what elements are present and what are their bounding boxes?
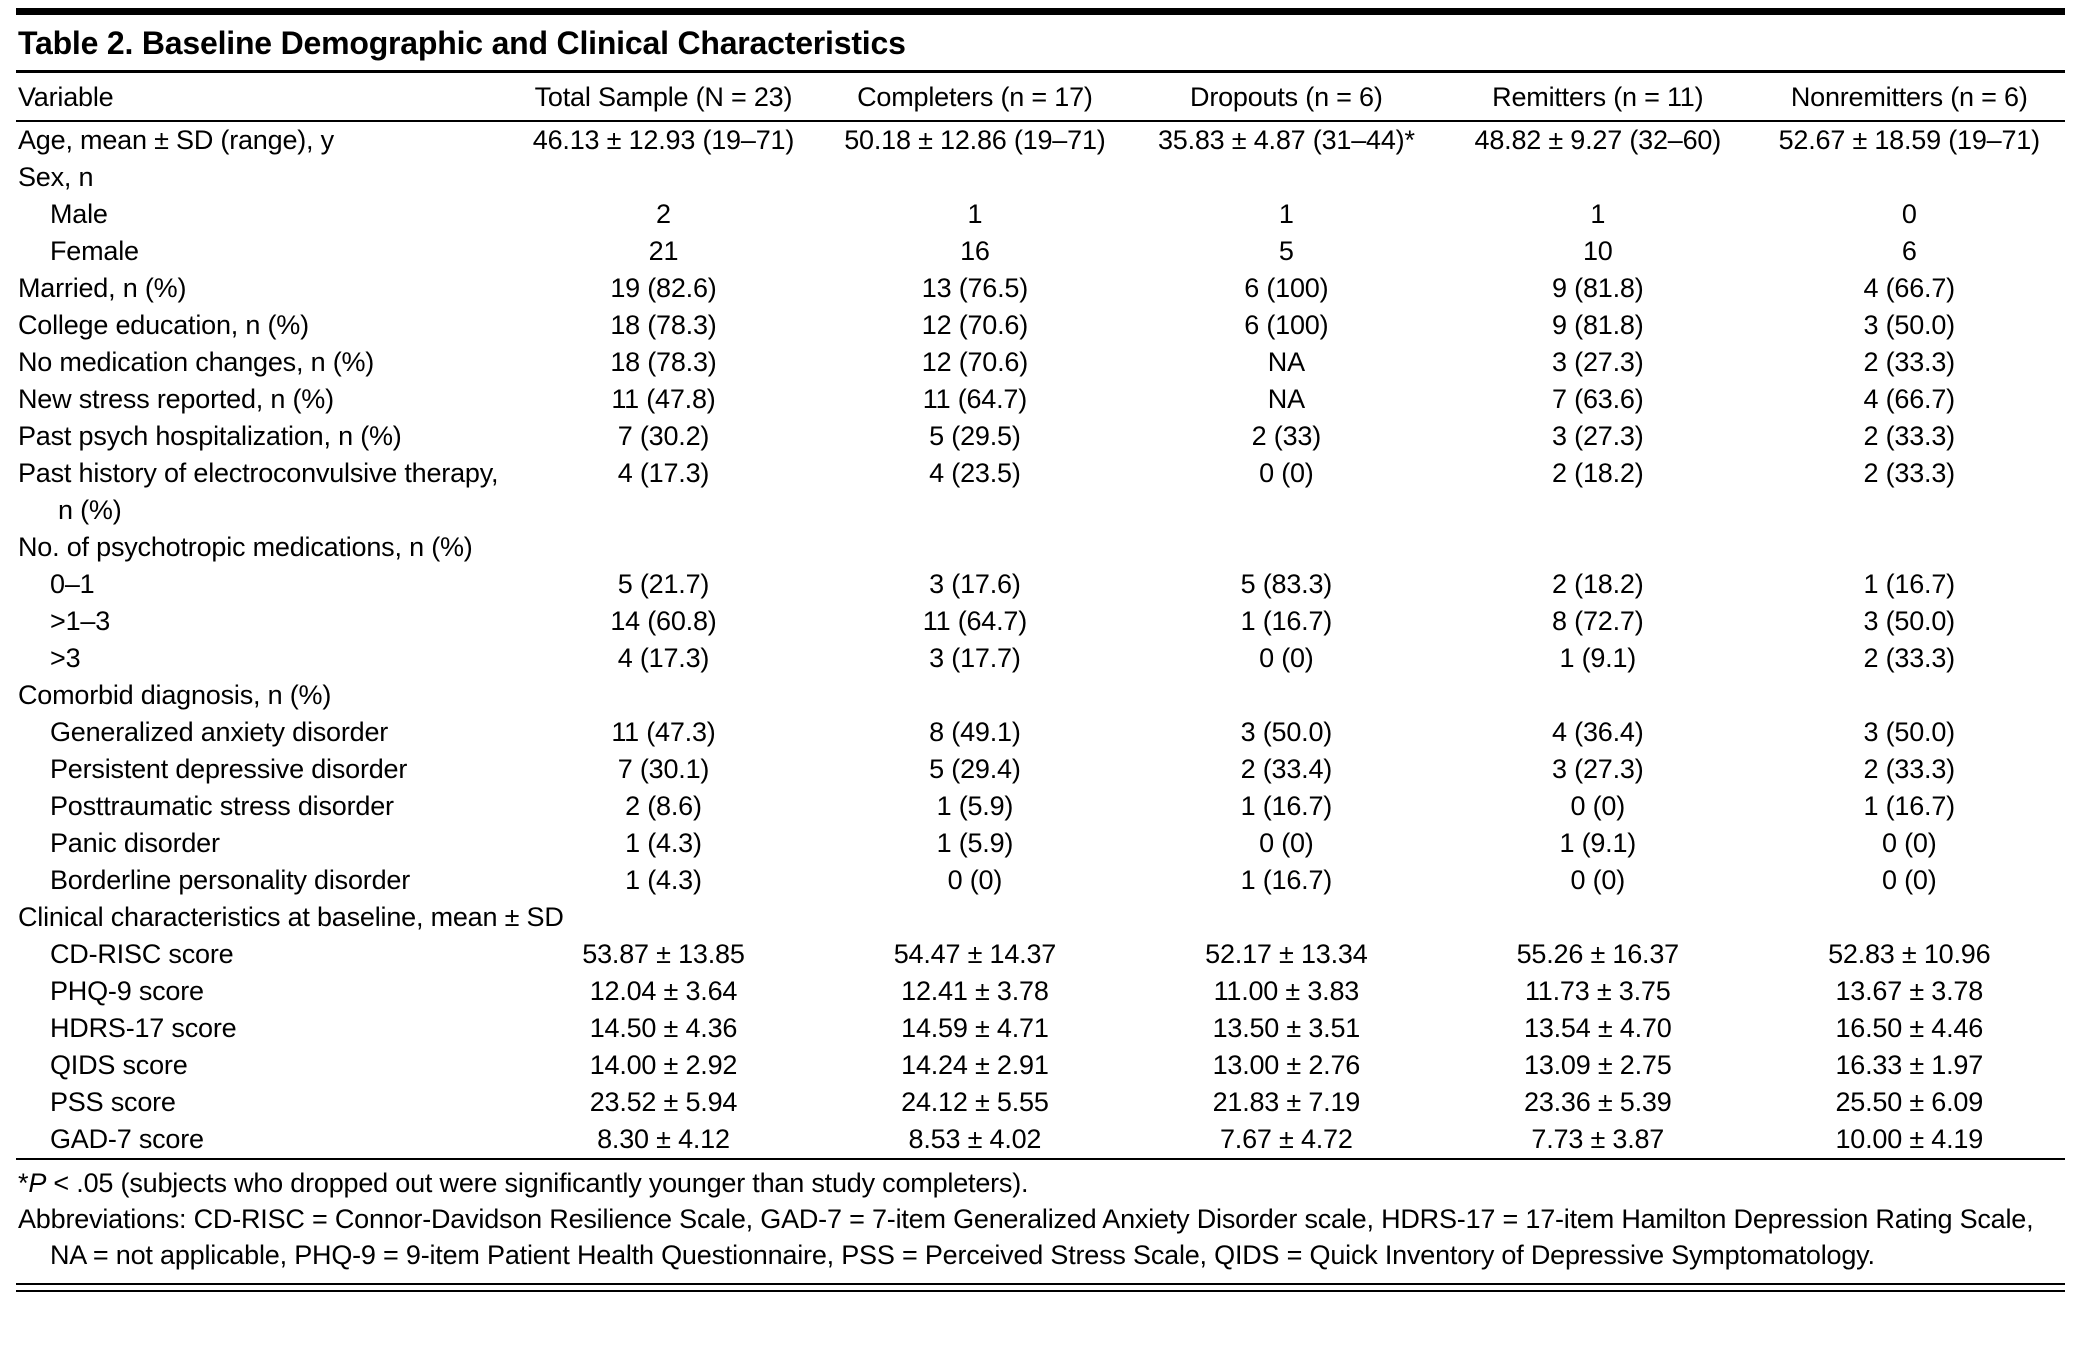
row-label: No medication changes, n (%) <box>18 347 375 377</box>
row-label: Persistent depressive disorder <box>50 754 408 784</box>
bottom-double-rule <box>16 1283 2065 1292</box>
cell-value: 1 (9.1) <box>1559 828 1637 858</box>
cell-value: 53.87 ± 13.85 <box>582 939 745 969</box>
table-row <box>16 270 2065 307</box>
table-row <box>16 344 2065 381</box>
cell-value: 35.83 ± 4.87 (31–44)* <box>1157 125 1415 155</box>
cell-value: 52.17 ± 13.34 <box>1205 939 1368 969</box>
cell-value: 25.50 ± 6.09 <box>1835 1087 1984 1117</box>
cell-value: 0 (0) <box>1570 791 1626 821</box>
cell-value: 2 (18.2) <box>1552 458 1644 488</box>
cell-value: 7 (63.6) <box>1552 384 1644 414</box>
row-label: Panic disorder <box>50 828 220 858</box>
cell-value: 13 (76.5) <box>921 273 1029 303</box>
table-row <box>16 714 2065 751</box>
cell-value: 3 (27.3) <box>1552 347 1644 377</box>
cell-value: 19 (82.6) <box>610 273 717 303</box>
cell-value: 3 (50.0) <box>1863 606 1955 636</box>
cell-value: 8.53 ± 4.02 <box>908 1124 1042 1154</box>
cell-value: 0 (0) <box>1259 458 1314 488</box>
cell-value: 23.36 ± 5.39 <box>1524 1087 1672 1117</box>
cell-value: 5 <box>1278 236 1294 266</box>
table-row <box>16 862 2065 899</box>
cell-value: 10 <box>1582 236 1613 266</box>
section-row <box>16 677 2065 714</box>
cell-value: 0 (0) <box>1881 828 1937 858</box>
cell-value: 2 (33.4) <box>1240 754 1333 784</box>
row-label: Past history of electroconvulsive therapy, n (%) <box>18 458 499 525</box>
cell-value: 23.52 ± 5.94 <box>589 1087 738 1117</box>
cell-value: NA <box>1267 384 1305 414</box>
cell-value: 13.00 ± 2.76 <box>1212 1050 1361 1080</box>
cell-value: 11 (47.8) <box>611 384 716 414</box>
table-row <box>16 196 2065 233</box>
cell-value: 24.12 ± 5.55 <box>901 1087 1049 1117</box>
row-label: PSS score <box>50 1087 176 1117</box>
section-row <box>16 159 2065 196</box>
column-header-nonremitters: Nonremitters (n = 6) <box>1754 73 2066 121</box>
cell-value: 8 (49.1) <box>929 717 1021 747</box>
row-label: No. of psychotropic medications, n (%) <box>18 532 473 562</box>
row-label: Age, mean ± SD (range), y <box>18 125 334 155</box>
table-row <box>16 1121 2065 1159</box>
section-row <box>16 899 2065 936</box>
cell-value: 46.13 ± 12.93 (19–71) <box>532 125 795 155</box>
cell-value: 5 (29.5) <box>929 421 1021 451</box>
cell-value: 10.00 ± 4.19 <box>1835 1124 1984 1154</box>
cell-value: 11 (64.7) <box>922 606 1028 636</box>
cell-value: 3 (17.7) <box>929 643 1021 673</box>
cell-value: 1 (16.7) <box>1240 791 1333 821</box>
cell-value: 1 (5.9) <box>936 828 1014 858</box>
row-label: Comorbid diagnosis, n (%) <box>18 680 332 710</box>
cell-value: 55.26 ± 16.37 <box>1516 939 1679 969</box>
cell-value: 4 (66.7) <box>1863 273 1955 303</box>
cell-value: 0 <box>1901 199 1917 229</box>
cell-value: 0 (0) <box>1570 865 1626 895</box>
cell-value: 1 (16.7) <box>1863 791 1955 821</box>
cell-value: 1 <box>1278 199 1294 229</box>
cell-value: 7.73 ± 3.87 <box>1531 1124 1665 1154</box>
cell-value: 1 (5.9) <box>936 791 1014 821</box>
cell-value: 0 (0) <box>1259 828 1314 858</box>
table-title: Table 2. Baseline Demographic and Clinical Characteristics <box>18 25 906 61</box>
row-label: New stress reported, n (%) <box>18 384 334 414</box>
cell-value: 2 (8.6) <box>625 791 702 821</box>
row-label: >1–3 <box>50 606 111 636</box>
cell-value: 13.54 ± 4.70 <box>1524 1013 1672 1043</box>
cell-value: 8.30 ± 4.12 <box>597 1124 730 1154</box>
cell-value: 5 (21.7) <box>617 569 710 599</box>
cell-value: 14 (60.8) <box>610 606 717 636</box>
table-row <box>16 566 2065 603</box>
row-label: College education, n (%) <box>18 310 309 340</box>
p-value-symbol: P <box>28 1168 47 1198</box>
table-footnotes <box>16 1160 2065 1283</box>
row-label: CD-RISC score <box>50 939 234 969</box>
cell-value: 2 (33.3) <box>1863 347 1955 377</box>
row-label: Female <box>50 236 139 266</box>
cell-value: 6 (100) <box>1244 310 1329 340</box>
cell-value: 12 (70.6) <box>921 347 1029 377</box>
cell-value: 3 (50.0) <box>1863 310 1955 340</box>
cell-value: 13.50 ± 3.51 <box>1212 1013 1361 1043</box>
cell-value: 0 (0) <box>1881 865 1937 895</box>
cell-value: 12.04 ± 3.64 <box>589 976 738 1006</box>
table-row <box>16 751 2065 788</box>
abbreviations-footnote: Abbreviations: CD-RISC = Connor-Davidson Resilience Scale, GAD-7 = 7-item Generalized Anxiety Disorder scale, HDRS-17 = 17-item Hamilton Depression Rating Scale, NA = not applicable, PHQ-9 = 9-item Patient Health Questionnaire, PSS = Perceived Stress Scale, QIDS = Quick Inventory of Depressive Symptomatology. <box>18 1204 2034 1270</box>
cell-value: 12.41 ± 3.78 <box>901 976 1049 1006</box>
table-row <box>16 455 2065 529</box>
cell-value: 7 (30.1) <box>617 754 710 784</box>
cell-value: 0 (0) <box>947 865 1003 895</box>
cell-value: 18 (78.3) <box>610 310 717 340</box>
table-row <box>16 381 2065 418</box>
column-header-completers: Completers (n = 17) <box>819 73 1130 121</box>
cell-value: 1 (4.3) <box>625 865 702 895</box>
cell-value: 0 (0) <box>1259 643 1314 673</box>
cell-value: 2 <box>656 199 671 229</box>
cell-value: 1 (16.7) <box>1240 606 1333 636</box>
cell-value: 11.73 ± 3.75 <box>1525 976 1671 1006</box>
cell-value: 16.33 ± 1.97 <box>1835 1050 1984 1080</box>
row-label: 0–1 <box>50 569 95 599</box>
table-row <box>16 603 2065 640</box>
top-rule <box>16 8 2065 15</box>
table-row <box>16 233 2065 270</box>
cell-value: 2 (33.3) <box>1863 458 1955 488</box>
cell-value: 7 (30.2) <box>617 421 710 451</box>
cell-value: 6 (100) <box>1244 273 1329 303</box>
cell-value: 5 (29.4) <box>929 754 1021 784</box>
cell-value: 4 (17.3) <box>617 643 710 673</box>
cell-value: 16 <box>960 236 990 266</box>
row-label: GAD-7 score <box>50 1124 204 1154</box>
row-label: Posttraumatic stress disorder <box>50 791 394 821</box>
table-row <box>16 121 2065 159</box>
table-row <box>16 1084 2065 1121</box>
table-row <box>16 640 2065 677</box>
cell-value: 9 (81.8) <box>1552 310 1644 340</box>
significance-text: < .05 (subjects who dropped out were significantly younger than study completers). <box>46 1168 1029 1198</box>
table-row <box>16 825 2065 862</box>
cell-value: 2 (33.3) <box>1863 643 1955 673</box>
cell-value: 4 (36.4) <box>1552 717 1644 747</box>
section-row <box>16 529 2065 566</box>
cell-value: 18 (78.3) <box>610 347 717 377</box>
cell-value: 21.83 ± 7.19 <box>1212 1087 1361 1117</box>
cell-value: 3 (50.0) <box>1863 717 1955 747</box>
cell-value: 4 (66.7) <box>1863 384 1955 414</box>
cell-value: 2 (33) <box>1251 421 1322 451</box>
cell-value: 52.67 ± 18.59 (19–71) <box>1778 125 2040 155</box>
cell-value: 14.59 ± 4.71 <box>901 1013 1049 1043</box>
cell-value: 14.00 ± 2.92 <box>589 1050 738 1080</box>
table-row <box>16 1010 2065 1047</box>
row-label: PHQ-9 score <box>50 976 204 1006</box>
cell-value: 14.50 ± 4.36 <box>589 1013 738 1043</box>
cell-value: 16.50 ± 4.46 <box>1835 1013 1984 1043</box>
cell-value: 1 (16.7) <box>1863 569 1955 599</box>
cell-value: 2 (18.2) <box>1552 569 1644 599</box>
table-row <box>16 936 2065 973</box>
cell-value: 11 (64.7) <box>922 384 1028 414</box>
table-row <box>16 788 2065 825</box>
cell-value: 3 (17.6) <box>929 569 1021 599</box>
cell-value: 13.67 ± 3.78 <box>1835 976 1984 1006</box>
cell-value: 3 (50.0) <box>1240 717 1333 747</box>
row-label: HDRS-17 score <box>50 1013 237 1043</box>
cell-value: 4 (23.5) <box>929 458 1021 488</box>
table-row <box>16 418 2065 455</box>
row-label: Male <box>50 199 108 229</box>
cell-value: 1 <box>1590 199 1606 229</box>
row-label: QIDS score <box>50 1050 188 1080</box>
row-label: Married, n (%) <box>18 273 187 303</box>
cell-value: NA <box>1267 347 1305 377</box>
row-label: Generalized anxiety disorder <box>50 717 389 747</box>
cell-value: 11.00 ± 3.83 <box>1213 976 1360 1006</box>
table-row <box>16 307 2065 344</box>
row-label: Clinical characteristics at baseline, mean ± SD <box>18 902 564 932</box>
table-row <box>16 1047 2065 1084</box>
cell-value: 2 (33.3) <box>1863 754 1955 784</box>
column-header-total-sample: Total Sample (N = 23) <box>508 73 819 121</box>
cell-value: 6 <box>1901 236 1917 266</box>
cell-value: 7.67 ± 4.72 <box>1219 1124 1353 1154</box>
cell-value: 8 (72.7) <box>1552 606 1644 636</box>
cell-value: 9 (81.8) <box>1552 273 1644 303</box>
cell-value: 5 (83.3) <box>1240 569 1333 599</box>
row-label: Past psych hospitalization, n (%) <box>18 421 402 451</box>
cell-value: 4 (17.3) <box>617 458 710 488</box>
cell-value: 1 (4.3) <box>625 828 702 858</box>
cell-value: 1 (9.1) <box>1559 643 1637 673</box>
table-body <box>16 121 2065 1159</box>
row-label: >3 <box>50 643 81 673</box>
cell-value: 1 (16.7) <box>1240 865 1333 895</box>
cell-value: 13.09 ± 2.75 <box>1524 1050 1672 1080</box>
row-label: Borderline personality disorder <box>50 865 410 895</box>
cell-value: 54.47 ± 14.37 <box>893 939 1057 969</box>
row-label: Sex, n <box>18 162 94 192</box>
cell-value: 50.18 ± 12.86 (19–71) <box>844 125 1106 155</box>
cell-value: 21 <box>648 236 679 266</box>
cell-value: 2 (33.3) <box>1863 421 1955 451</box>
column-header-dropouts: Dropouts (n = 6) <box>1131 73 1442 121</box>
header-row <box>16 73 2065 121</box>
baseline-characteristics-table <box>16 73 2065 1160</box>
column-header-remitters: Remitters (n = 11) <box>1442 73 1753 121</box>
significance-marker: * <box>18 1168 29 1198</box>
cell-value: 3 (27.3) <box>1552 421 1644 451</box>
cell-value: 1 <box>967 199 983 229</box>
table-row <box>16 973 2065 1010</box>
cell-value: 14.24 ± 2.91 <box>901 1050 1049 1080</box>
cell-value: 3 (27.3) <box>1552 754 1644 784</box>
significance-footnote <box>18 1165 2063 1201</box>
cell-value: 48.82 ± 9.27 (32–60) <box>1474 125 1722 155</box>
cell-value: 11 (47.3) <box>611 717 716 747</box>
cell-value: 12 (70.6) <box>921 310 1029 340</box>
column-header-variable: Variable <box>16 73 508 121</box>
cell-value: 52.83 ± 10.96 <box>1828 939 1991 969</box>
